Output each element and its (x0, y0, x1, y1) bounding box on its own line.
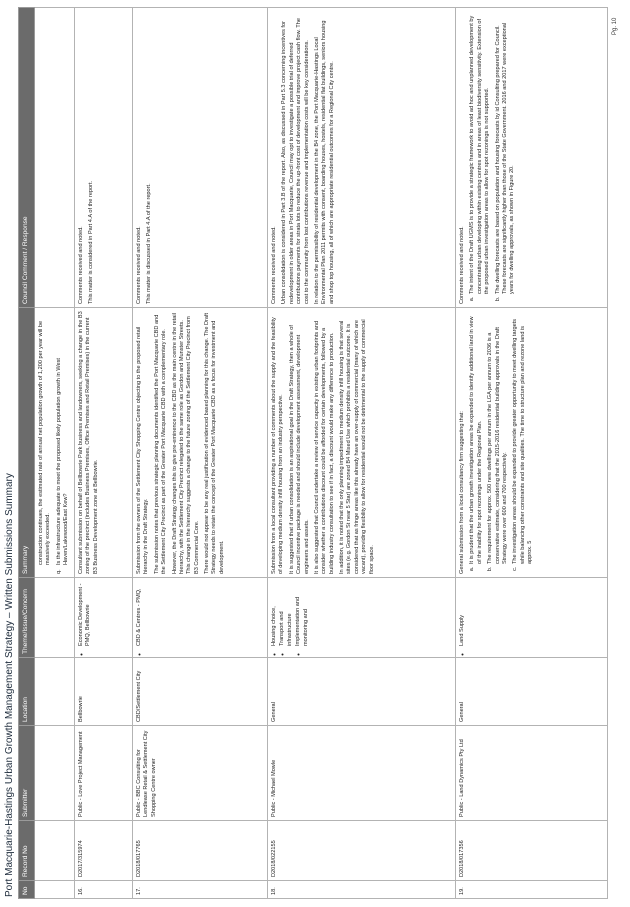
col-header-summary: Summary (19, 308, 35, 578)
cell-no: 16. (75, 881, 133, 899)
summary-paragraph: construction continues, the estimated rate of annual net population growth of 1,200 per year will be massively exceeded. (38, 320, 52, 565)
cell-record-no: D2018/022155 (268, 821, 456, 881)
col-header-no: No (19, 881, 35, 899)
table-row-continuation (35, 8, 75, 899)
summary-paragraph: General submission from a local consultancy firm suggesting that: (459, 411, 465, 574)
cell-summary (75, 308, 133, 578)
summary-paragraph: The submission notes that previous strategic planning documents identified the Port Macquarie CBD and the Settlement City Precinct as part of the Greater Port Macquarie CBD with a complementary role. (153, 314, 168, 574)
cell-empty (35, 658, 75, 726)
cell-location: General (456, 658, 608, 726)
cell-response (75, 8, 133, 308)
cell-theme (75, 578, 133, 658)
theme-item: ◦ Economic Development - PMQ, Bellbowrie (78, 581, 93, 646)
cell-empty (35, 821, 75, 881)
cell-response (133, 8, 268, 308)
theme-item: ◦ Housing choice, (271, 581, 278, 646)
summary-paragraph: There would not appear to be any real justification of evidenced based planning for this change. The Draft Strategy needs to retain the concept of the Greater Port Macquarie CBD as a focus for investment and development. (204, 312, 225, 574)
submissions-table (18, 7, 608, 899)
page-number: Pg. 10 (612, 17, 618, 35)
theme-item: ◦ Transport and infrastructure (279, 581, 294, 646)
cell-empty (35, 881, 75, 899)
summary-list-item: c. The investigation areas should be expanded to provide greater opportunity to meet dwelling targets while balancing other constraints and site qualities. The time to structure plan and rezone land is approx. 5 (512, 311, 534, 565)
cell-empty (35, 726, 75, 821)
table-row (268, 8, 456, 899)
cell-record-no: D2017/315974 (75, 821, 133, 881)
cell-submitter: Public - BBC Consulting for Lendlease Retail & Settlement City Shopping Centre owner (133, 726, 268, 821)
summary-paragraph: Consultant submission on behalf of Bellbowrie Park business and landowners, seeking a change in the B3 zoning of the precinct (includes Business Premises, Office Premises and Retail Premises) in the current B3 Business Development zone at Bellbowrie. (78, 311, 99, 574)
cell-response (456, 8, 608, 308)
cell-location: Bellbowrie (75, 658, 133, 726)
cell-theme (133, 578, 268, 658)
response-paragraph: Urban consolidation is considered in Part 3.B of the report. Also, as discussed in Part 5.3 concerning incentives for redevelopment in older areas in Port Macquarie, Council may opt to investigate a possible trial of deferred contributions payments for strata lots to reduce the up-front cost of development and improve project cash flow. The cost to the community from lost contributions revenue and implementation costs will be key considerations. (281, 18, 310, 304)
col-header-theme: Theme/Issue/Concern (19, 578, 35, 658)
response-paragraph: Comments received and noted. (459, 226, 465, 304)
col-header-response: Council Comment / Response (19, 8, 35, 308)
cell-location: CBD/Settlement City (133, 658, 268, 726)
summary-paragraph: Submission from the owners of the Settlement City Shopping Centre objecting to the proposed retail hierarchy in the Draft Strategy. (136, 326, 150, 574)
summary-list-item: a. It is prudent that the urban growth investigation areas be expanded to identify additional land in view of the inability for spot rezonings under the Regional Plan. (469, 311, 484, 565)
summary-list-item (55, 311, 71, 574)
cell-no: 19. (456, 881, 608, 899)
cell-submitter: Public - Land Dynamics Pty Ltd (456, 726, 608, 821)
list-marker: q. (55, 569, 62, 574)
cell-response (268, 8, 456, 308)
table-row (75, 8, 133, 899)
cell-theme (456, 578, 608, 658)
theme-item: ◦ Implementation and monitoring and (295, 581, 310, 646)
col-header-submitter: Submitter (19, 726, 35, 821)
response-paragraph: Comments received and noted. (271, 226, 277, 304)
response-paragraph: This matter is discussed in Part 4.A of the report. (146, 183, 153, 304)
response-list-item: a. The intent of the Draft UGMS is to provide a strategic framework to avoid ad hoc and unplanned development by concentrating urban developing within existing centres and in areas of least biodiversity sensitivity. Extension of the proposed urban investigation areas to allow for spot rezonings is not supported. (469, 11, 491, 295)
cell-location: General (268, 658, 456, 726)
table-row (456, 8, 608, 899)
cell-no: 18. (268, 881, 456, 899)
cell-submitter: Public - Michael Mowle (268, 726, 456, 821)
cell-summary (268, 308, 456, 578)
summary-paragraph: It is suggested that if urban consolidation is an aspirational goal in the Draft Strategy, then a whole of Council incentive package is needed and should include development assessment, development engineers and assets. (288, 325, 310, 574)
document-title: Port Macquarie-Hastings Urban Growth Management Strategy – Written Submissions Summary (4, 473, 15, 897)
theme-item: ◦ Land Supply (459, 581, 466, 646)
cell-summary (35, 308, 75, 578)
col-header-record-no: Record No (19, 821, 35, 881)
table-row (133, 8, 268, 899)
response-paragraph: Comments received and noted. (78, 226, 84, 304)
col-header-location: Location (19, 658, 35, 726)
response-paragraph: In relation to the permissibility of residential development in the B4 zone, the Port Macquarie-Hastings Local Environmental Plan 2011 permits with consent, boarding houses, hostels, residential flat buildings, seniors housing and shop top housing, all of which are appropriate residential outcomes for a Regional City centre. (313, 20, 335, 304)
summary-paragraph: In addition, it is noted that the only planning impediment to medium density infill housing is that several sites (e.g. Gordon St near 5 Star) are zoned B4 Mixed Use which prohibits a residential outcome. It is considered that as fringe areas like this already have an over-supply of commercial (many of which are vacant), providing flexibility to allow for residential would not be detrimental to the supply of commercial floor space. (339, 319, 375, 574)
cell-summary (133, 308, 268, 578)
cell-submitter: Public - Love Project Management (75, 726, 133, 821)
summary-item-text: Is the infrastructure adequate to meet the proposed likely population growth in West Haven/Lakewood/East Kew? (55, 358, 70, 565)
response-list-item: b. The dwelling forecasts are based on population and housing forecasts by id Consulting prepared for Council. These forecasts are significantly higher than those of the State Government. 2016 and 2017 were exceptional years for dwelling approvals, as shown in Figure 20. (495, 11, 517, 295)
theme-item: ◦ CBD & Centres - PMQ, (136, 581, 143, 646)
cell-empty (35, 578, 75, 658)
table-header-row (19, 8, 35, 899)
response-paragraph: Comments received and noted. (136, 226, 142, 304)
summary-paragraph: Submission from a local consultant providing a number of comments about the supply and the feasibility of developing medium density infill housing from an industry perspective. (271, 317, 285, 574)
cell-record-no: D2018/017765 (133, 821, 268, 881)
cell-theme (268, 578, 456, 658)
cell-no: 17. (133, 881, 268, 899)
cell-empty (35, 8, 75, 308)
cell-summary (456, 308, 608, 578)
cell-record-no: D2018/017356 (456, 821, 608, 881)
response-paragraph: This matter is considered in Part 4.A of the report. (88, 180, 95, 304)
summary-list-item: b. The requirement for approx. 500 new dwellings per annum in the LGA per annum to 2036 is a conservative estimate, considering that the 2015-2016 residential building approvals in the Draft Strategy were over 600 and 700 respectively. (487, 311, 509, 565)
summary-paragraph: However, the Draft Strategy changes this to give pre-eminence to the CBD as the main centre in the retail hierarchy, with the Settlement City Precinct relegated to the same role as Gordon and Munster Streets. This change in the hierarchy suggests a change to the future zoning of the Settlement City Precinct from B3 Commercial Core. (171, 313, 200, 574)
summary-paragraph: It is also suggested that Council undertake a review of service capacity in existing urban footprints and consider whether a contributions discount could be afforded for certain developments, followed by a building industry consultation to see if in fact, a discount would make any difference to production. (313, 320, 335, 574)
